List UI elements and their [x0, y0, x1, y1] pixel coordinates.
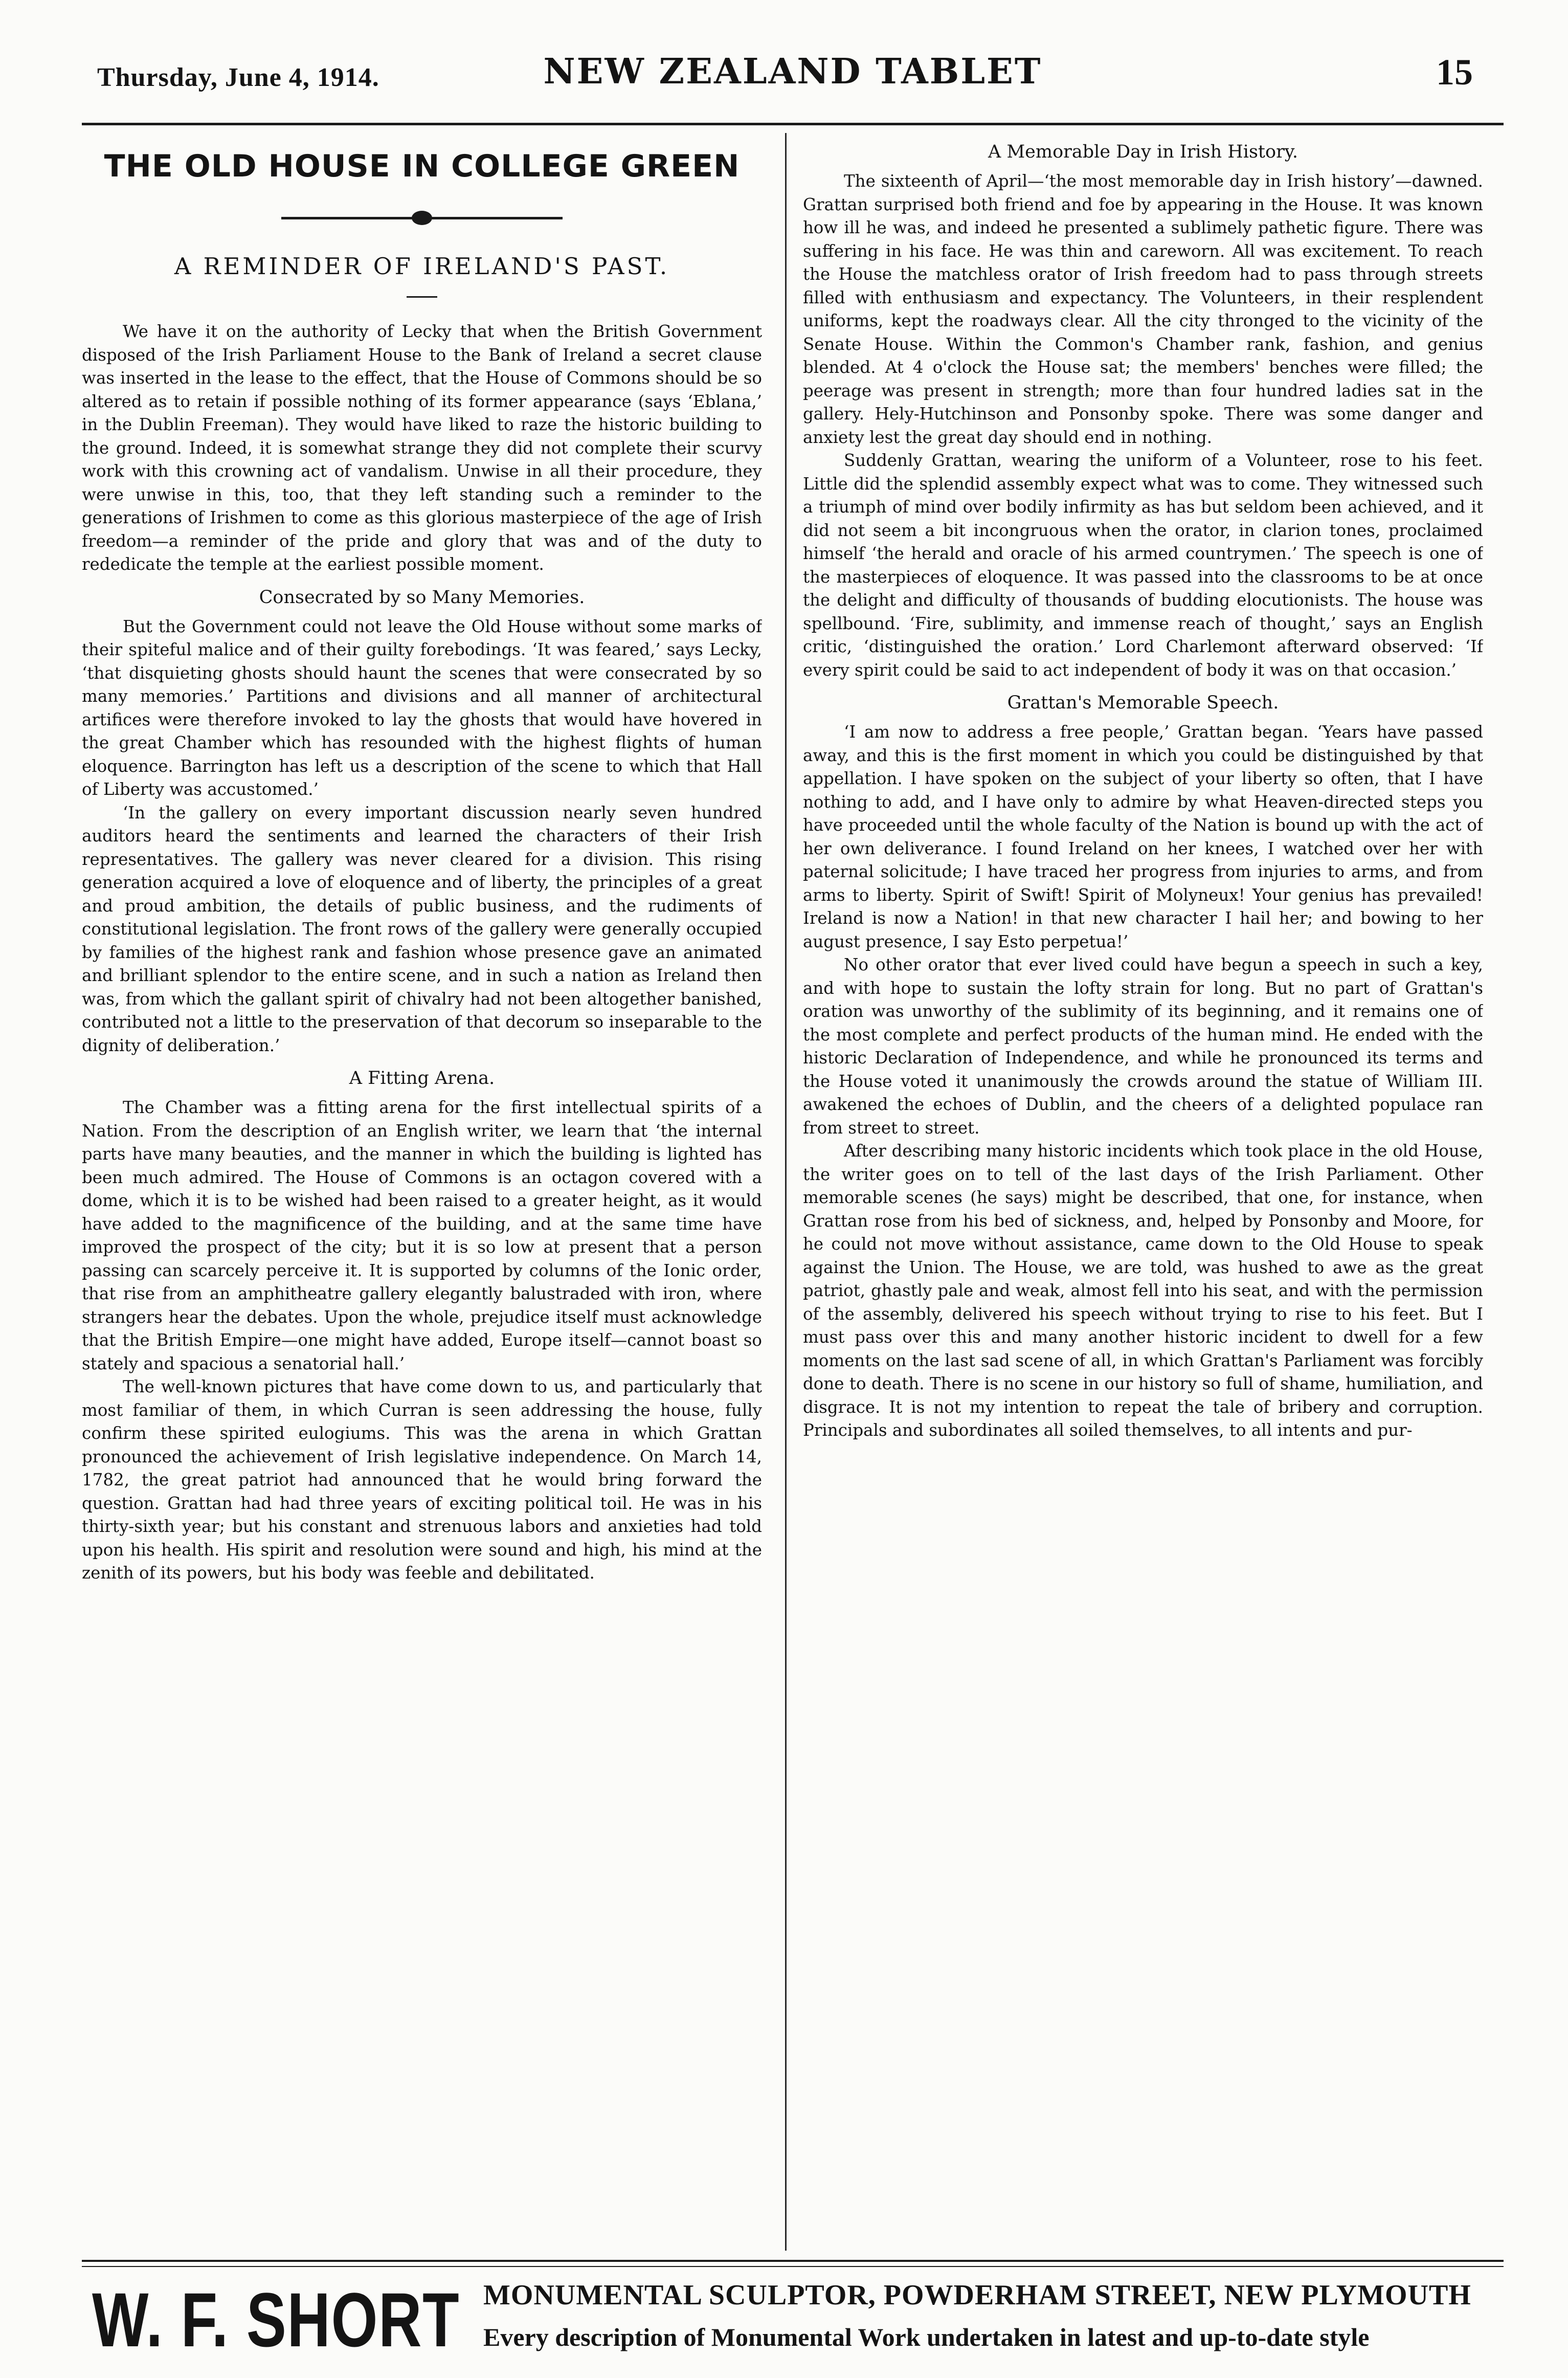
page-number: 15: [1436, 52, 1473, 93]
page-header: [82, 51, 1504, 107]
issue-date: Thursday, June 4, 1914.: [97, 63, 379, 92]
title-ornament-rule: [281, 217, 563, 219]
paragraph: We have it on the authority of Lecky that when the British Government disposed of the Irish Parliament House to the Bank of Ireland a secret clause was inserted in the lease to the effect, that the House of Commons should be so altered as to retain if possible nothing of its former appearance (says ‘Eblana,’ in the Dublin Freeman). They would have liked to raze the historic building to the ground. Indeed, it is somewhat strange they did not complete their scurvy work with this crowning act of vandalism. Unwise in all their procedure, they were unwise in this, too, that they left standing such a reminder to the generations of Irishmen to come as this glorious masterpiece of the age of Irish freedom—a reminder of the pride and glory that was and of the duty to rededicate the temple at the earliest possible moment.: [82, 322, 762, 574]
section-heading: A Memorable Day in Irish History.: [988, 142, 1298, 162]
paragraph: ‘I am now to address a free people,’ Grattan began. ‘Years have passed away, and this is the first moment in which you could be distinguished by that appellation. I have spoken on the subject of your liberty so often, that I have nothing to add, and I have only to admire by what Heaven-directed steps you have proceeded until the whole faculty of the Nation is bound up with the act of her own deliverance. I found Ireland on her knees, I watched over her with paternal solicitude; I have traced her progress from injuries to arms, and from arms to liberty. Spirit of Swift! Spirit of Molyneux! Your genius has prevailed! Ireland is now a Nation! in that new character I hail her; and bowing to her august presence, I say Esto perpetua!’: [803, 722, 1483, 951]
right-column: [803, 138, 1483, 2243]
paragraph: The sixteenth of April—‘the most memorable day in Irish history’—dawned. Grattan surprised both friend and foe by appearing in the House. It was known how ill he was, and indeed he presented a sublimely pathetic figure. There was suffering in his face. He was thin and careworn. All was excitement. To reach the House the matchless orator of Irish freedom had to pass through streets filled with enthusiasm and expectancy. The Volunteers, in their resplendent uniforms, kept the roadways clear. All the city thronged to the vicinity of the Senate House. Within the Common's Chamber rank, fashion, and genius blended. At 4 o'clock the House sat; the members' benches were filled; the peerage was present in strength; more than four hundred ladies sat in the gallery. Hely-Hutchinson and Ponsonby spoke. There was some danger and anxiety lest the great day should end in nothing.: [803, 171, 1483, 447]
paragraph: After describing many historic incidents which took place in the old House, the writer goes on to tell of the last days of the Irish Parliament. Other memorable scenes (he says) might be described, that one, for instance, when Grattan rose from his bed of sickness, and, helped by Ponsonby and Moore, for he could not move without assistance, came down to the Old House to speak against the Union. The House, we are told, was hushed to awe as the great patriot, ghastly pale and weak, almost fell into his seat, and with the permission of the assembly, delivered his speech without trying to rise to his feet. But I must pass over this and many another historic incident to dwell for a few moments on the last sad scene of all, in which Grattan's Parliament was forcibly done to death. There is no scene in our history so full of shame, humiliation, and disgrace. It is not my intention to repeat the tale of bribery and corruption. Principals and subordinates all soiled themselves, to all intents and pur-: [803, 1141, 1483, 1440]
advertiser-name: W. F. SHORT: [92, 2277, 460, 2363]
footer-rule-thin: [82, 2266, 1504, 2267]
publication-title: NEW ZEALAND TABLET: [543, 51, 1042, 92]
article-subtitle: A REMINDER OF IRELAND'S PAST.: [174, 253, 670, 280]
paragraph: The well-known pictures that have come down to us, and particularly that most familiar of them, in which Curran is seen addressing the house, fully confirm these spirited eulogiums. This was the arena in which Grattan pronounced the achievement of Irish legislative independence. On March 14, 1782, the great patriot had announced that he would bring forward the question. Grattan had had three years of exciting political toil. He was in his thirty-sixth year; but his constant and strenuous labors and anxieties had told upon his health. His spirit and resolution were sound and high, his mind at the zenith of its powers, but his body was feeble and debilitated.: [82, 1377, 762, 1583]
column-divider: [785, 133, 787, 2251]
advertisement-headline: MONUMENTAL SCULPTOR, POWDERHAM STREET, NEW PLYMOUTH: [483, 2279, 1471, 2311]
advertisement-tagline: Every description of Monumental Work undertaken in latest and up-to-date style: [483, 2323, 1370, 2351]
paragraph: ‘In the gallery on every important discussion nearly seven hundred auditors heard the sentiments and learned the characters of their Irish representatives. The gallery was never cleared for a division. This rising generation acquired a love of eloquence and of liberty, the principles of a great and proud ambition, the details of public business, and the rudiments of constitutional legislation. The front rows of the gallery were generally occupied by families of the highest rank and fashion whose presence gave an animated and brilliant splendor to the entire scene, and in such a nation as Ireland then was, from which the gallant spirit of chivalry had not been altogether banished, contributed not a little to the preservation of that decorum so inseparable to the dignity of deliberation.’: [82, 803, 762, 1055]
article-title: THE OLD HOUSE IN COLLEGE GREEN: [104, 148, 740, 184]
paragraph: But the Government could not leave the Old House without some marks of their spiteful malice and of their guilty forebodings. ‘It was feared,’ says Lecky, ‘that disquieting ghosts should haunt the scenes that were consecrated by so many memories.’ Partitions and divisions and all manner of architectural artifices were therefore invoked to lay the ghosts that would have hovered in the great Chamber which has resounded with the highest flights of human eloquence. Barrington has left us a description of the scene to which that Hall of Liberty was accustomed.’: [82, 616, 762, 799]
footer-rule: [82, 2260, 1504, 2262]
subtitle-rule: [407, 296, 437, 298]
paragraph: No other orator that ever lived could have begun a speech in such a key, and with hope to sustain the lofty strain for long. But no part of Grattan's oration was unworthy of the sublimity of its beginning, and it remains one of the most complete and perfect products of the human mind. He ended with the historic Declaration of Independence, and while he pronounced its terms and the House voted it unanimously the crowds around the statue of William III. awakened the echoes of Dublin, and the cheers of a delighted populace ran from street to street.: [803, 955, 1483, 1138]
left-column: [82, 138, 762, 2243]
section-heading: A Fitting Arena.: [349, 1068, 495, 1088]
section-heading: Consecrated by so Many Memories.: [259, 587, 585, 608]
paragraph: The Chamber was a fitting arena for the first intellectual spirits of a Nation. From the description of an English writer, we learn that ‘the internal parts have many beauties, and the manner in which the building is lighted has been much admired. The House of Commons is an octagon covered with a dome, which it is to be wished had been raised to a greater height, as it would have added to the magnificence of the building, and at the same time have improved the prospect of the city; but it is so low at present that a person passing can scarcely perceive it. It is supported by columns of the Ionic order, that rise from an amphitheatre gallery elegantly balustraded with iron, where strangers hear the debates. Upon the whole, prejudice itself must acknowledge that the British Empire—one might have added, Europe itself—cannot boast so stately and spacious a senatorial hall.’: [82, 1098, 762, 1373]
paragraph: Suddenly Grattan, wearing the uniform of a Volunteer, rose to his feet. Little did the splendid assembly expect what was to come. They witnessed such a triumph of mind over bodily infirmity as has but seldom been achieved, and it did not seem a bit incongruous when the orator, in clarion tones, proclaimed himself ‘the herald and oracle of his armed countrymen.’ The speech is one of the masterpieces of eloquence. It was passed into the classrooms to be at once the delight and difficulty of thousands of budding elocutionists. The house was spellbound. ‘Fire, sublimity, and immense reach of thought,’ says an English critic, ‘distinguished the oration.’ Lord Charlemont afterward observed: ‘If every spirit could be said to act independent of body it was on that occasion.’: [803, 451, 1483, 680]
header-rule: [82, 123, 1504, 125]
section-heading: Grattan's Memorable Speech.: [1007, 693, 1279, 713]
